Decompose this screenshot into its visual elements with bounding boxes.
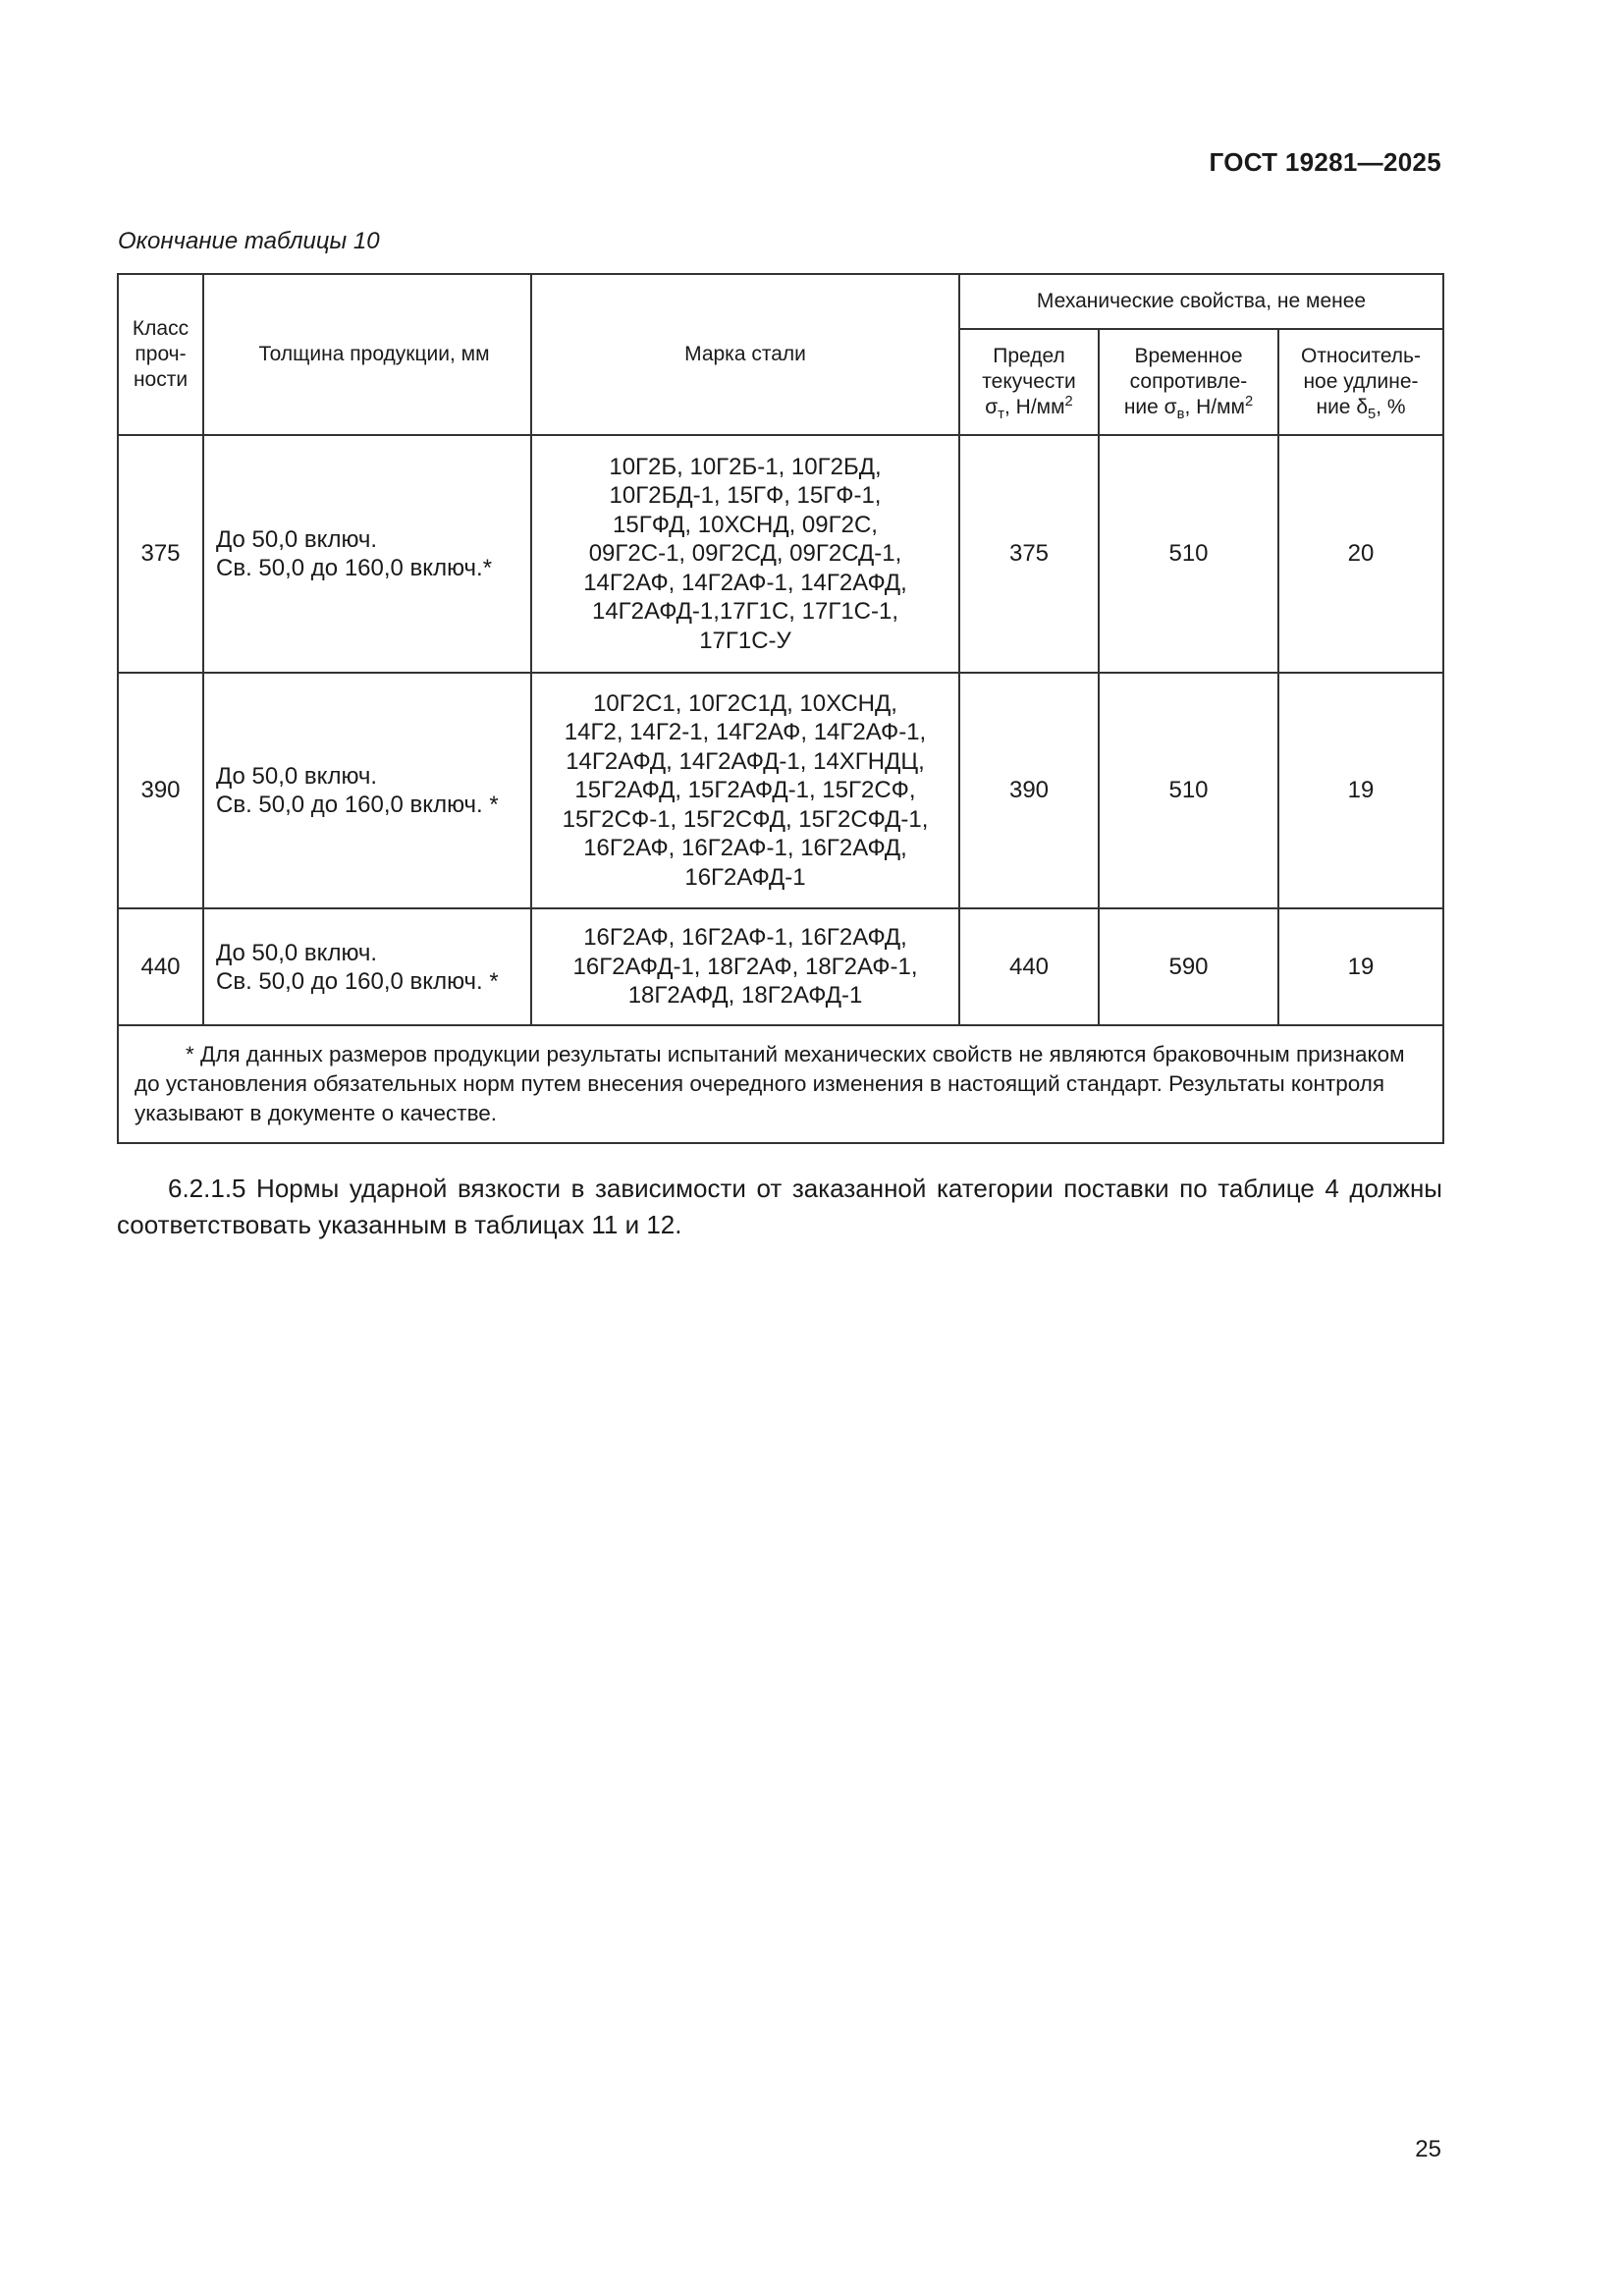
header-thickness: Толщина продукции, мм	[203, 274, 531, 435]
subscript: в	[1176, 407, 1185, 423]
header-strength-class-line: Класс	[132, 317, 189, 340]
table-footnote-row	[118, 1025, 1443, 1143]
header-strength-class-line: ности	[133, 368, 189, 391]
steel-line: 16Г2АФ, 16Г2АФ-1, 16Г2АФД,	[583, 924, 907, 952]
steel-line: 15Г2АФД, 15Г2АФД-1, 15Г2СФ,	[574, 777, 916, 804]
header-prefix: ние	[1316, 396, 1357, 418]
cell-thickness	[203, 908, 531, 1025]
table-row	[118, 673, 1443, 908]
steel-line: 16Г2АФД-1	[684, 863, 806, 891]
cell-yield: 390	[959, 673, 1099, 908]
steel-line: 10Г2С1, 10Г2С1Д, 10ХСНД,	[593, 689, 897, 717]
steel-line: 15Г2СФ-1, 15Г2СФД, 15Г2СФД-1,	[562, 805, 929, 833]
header-yield-strength	[959, 329, 1099, 435]
unit: , %	[1376, 396, 1406, 418]
cell-tensile: 510	[1099, 435, 1278, 673]
footnote-text: * Для данных размеров продукции результаты испытаний механических свойств не являются браковочным признаком до установления обязательных норм путем внесения очередного изменения в настоящий стандарт. Результаты контроля указывают в документе о качестве.	[135, 1042, 1405, 1125]
thickness-line: Св. 50,0 до 160,0 включ. *	[216, 967, 499, 995]
cell-thickness	[203, 673, 531, 908]
steel-line: 09Г2С-1, 09Г2СД, 09Г2СД-1,	[588, 540, 902, 568]
steel-line: 15ГФД, 10ХСНД, 09Г2С,	[613, 511, 878, 538]
steel-line: 14Г2АФ, 14Г2АФ-1, 14Г2АФД,	[583, 569, 907, 596]
header-strength-class	[118, 274, 203, 435]
header-prefix: ние	[1123, 396, 1164, 418]
steel-line: 17Г1С-У	[699, 627, 791, 654]
header-line: ное удлине-	[1303, 370, 1419, 393]
mechanical-properties-table	[117, 273, 1444, 1144]
thickness-line: До 50,0 включ.	[216, 526, 378, 553]
cell-tensile: 590	[1099, 908, 1278, 1025]
header-tensile-strength	[1099, 329, 1278, 435]
cell-yield: 375	[959, 435, 1099, 673]
steel-line: 10Г2БД-1, 15ГФ, 15ГФ-1,	[609, 482, 882, 510]
superscript: 2	[1064, 394, 1073, 410]
cell-steel-grades	[531, 908, 959, 1025]
steel-line: 14Г2АФД-1,17Г1С, 17Г1С-1,	[591, 598, 899, 626]
cell-steel-grades	[531, 435, 959, 673]
header-steel-grade: Марка стали	[531, 274, 959, 435]
header-line: Предел	[993, 345, 1065, 367]
steel-line: 14Г2, 14Г2-1, 14Г2АФ, 14Г2АФ-1,	[564, 719, 927, 746]
table-row	[118, 435, 1443, 673]
superscript: 2	[1245, 394, 1254, 410]
cell-class: 375	[118, 435, 203, 673]
cell-thickness	[203, 435, 531, 673]
sigma-symbol: σ	[1163, 396, 1177, 418]
thickness-line: Св. 50,0 до 160,0 включ.*	[216, 555, 493, 581]
unit: , Н/мм	[1003, 396, 1065, 418]
header-line: текучести	[982, 370, 1076, 393]
unit: , Н/мм	[1184, 396, 1245, 418]
cell-tensile: 510	[1099, 673, 1278, 908]
header-strength-class-line: проч-	[135, 343, 187, 365]
table-footnote	[118, 1025, 1443, 1143]
thickness-line: Св. 50,0 до 160,0 включ. *	[216, 792, 499, 818]
cell-steel-grades	[531, 673, 959, 908]
page-number: 25	[1415, 2136, 1441, 2162]
cell-elongation: 19	[1278, 908, 1443, 1025]
table-row	[118, 908, 1443, 1025]
thickness-line: До 50,0 включ.	[216, 763, 378, 790]
paragraph-text: 6.2.1.5 Нормы ударной вязкости в зависимости от заказанной категории поставки по таблице 4 должны соответствовать указанным в таблицах 11 и 12.	[117, 1174, 1442, 1239]
header-line: Временное	[1134, 345, 1243, 367]
thickness-line: До 50,0 включ.	[216, 939, 378, 966]
body-paragraph	[117, 1171, 1442, 1243]
steel-line: 14Г2АФД, 14Г2АФД-1, 14ХГНДЦ,	[566, 747, 925, 775]
subscript: 5	[1368, 407, 1377, 423]
header-mechanical-properties: Механические свойства, не менее	[959, 274, 1443, 329]
cell-class: 440	[118, 908, 203, 1025]
cell-class: 390	[118, 673, 203, 908]
sigma-symbol: σ	[985, 396, 999, 418]
delta-symbol: δ	[1356, 396, 1369, 418]
subscript: т	[998, 407, 1004, 423]
steel-line: 10Г2Б, 10Г2Б-1, 10Г2БД,	[609, 453, 882, 480]
cell-elongation: 19	[1278, 673, 1443, 908]
cell-elongation: 20	[1278, 435, 1443, 673]
header-line: Относитель-	[1300, 345, 1421, 367]
header-line: сопротивле-	[1129, 370, 1248, 393]
steel-line: 18Г2АФД, 18Г2АФД-1	[627, 982, 863, 1010]
header-elongation	[1278, 329, 1443, 435]
document-id: ГОСТ 19281—2025	[1209, 147, 1441, 177]
table-caption: Окончание таблицы 10	[118, 228, 380, 254]
steel-line: 16Г2АФД-1, 18Г2АФ, 18Г2АФ-1,	[572, 953, 918, 980]
steel-line: 16Г2АФ, 16Г2АФ-1, 16Г2АФД,	[583, 835, 907, 862]
cell-yield: 440	[959, 908, 1099, 1025]
